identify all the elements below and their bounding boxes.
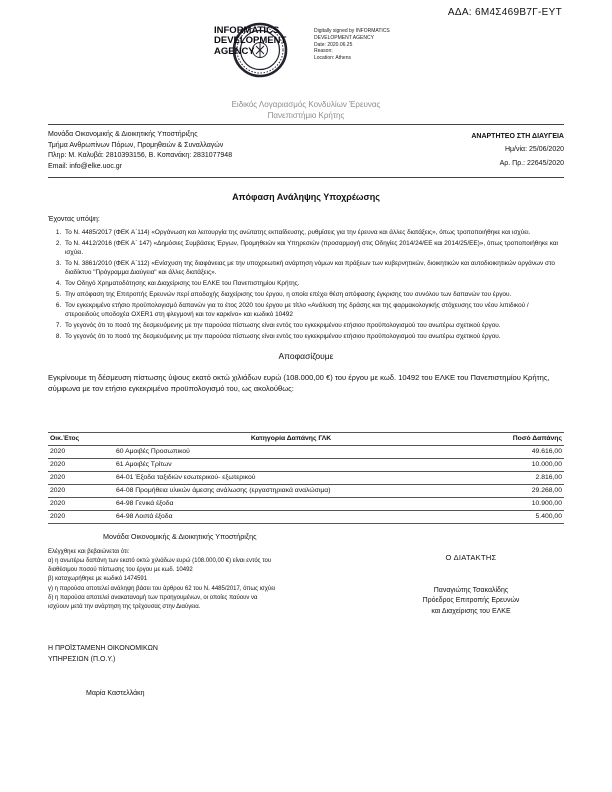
cell-expense-category: 64-98 Γενικά έξοδα xyxy=(114,497,468,510)
verification-line: δ) η παρούσα αποτελεί ανακατανομή των προηγουμένων, οι οποίες παύουν να xyxy=(48,595,258,602)
cell-fiscal-year: 2020 xyxy=(48,471,114,484)
verification-block xyxy=(48,548,378,619)
signatory-role-1: Πρόεδρος Επιτροπής Ερευνών xyxy=(422,597,520,605)
table-row xyxy=(48,458,564,471)
cell-expense-category: 64-08 Προμήθεια υλικών άμεσης ανάλωσης (εργαστηριακά αναλώσιμα) xyxy=(114,484,468,497)
right-signatory-block xyxy=(378,548,564,619)
table-row xyxy=(48,445,564,458)
decision-text: Εγκρίνουμε τη δέσμευση πίστωσης ύψους εκατό οκτώ χιλιάδων ευρώ (108.000,00 €) του έργου με κωδ. 10492 του ΕΛΚΕ του Πανεπιστημίου Κρήτης, σύμφωνα με τον ετήσιο εγκεκριμένο προϋπολογισμό του, ως ακολούθως: xyxy=(48,372,550,393)
consideration-item: 4. Τον Οδηγό Χρηματοδότησης και Διαχείρισης του ΕΛΚΕ του Πανεπιστημίου Κρήτης. xyxy=(63,280,564,289)
left-signatory-title-2: ΥΠΗΡΕΣΙΩΝ (Π.Ο.Υ.) xyxy=(48,655,116,663)
consideration-item: 7. Το γεγονός ότι το ποσό της δεσμευόμενης με την παρούσα πίστωσης είναι εντός του εγκεκριμένου ετήσιου προϋπολογισμού του ανωτέρω σχετικού έργου. xyxy=(63,322,564,331)
consideration-item: 1. Το Ν. 4485/2017 (ΦΕΚ Α΄114) «Οργάνωση και λειτουργία της ανώτατης εκπαίδευσης, ρυθμίσεις για την έρευνα και άλλες διατάξεις», όπως τροποποιήθηκε και ισχύει. xyxy=(63,229,564,238)
unit-label: Μονάδα Οικονομικής & Διοικητικής Υποστήριξης xyxy=(103,531,257,541)
meta-block xyxy=(471,130,564,172)
document-title: Απόφαση Ανάληψης Υποχρέωσης xyxy=(232,192,380,202)
contact-unit: Μονάδα Οικονομικής & Διοικητικής Υποστήριξης xyxy=(48,131,198,138)
considerations-list xyxy=(48,229,564,342)
cell-fiscal-year: 2020 xyxy=(48,458,114,471)
verification-line: β) καταχωρήθηκε με κωδικό 1474591 xyxy=(48,576,148,583)
cell-expense-amount: 10.900,00 xyxy=(468,497,564,510)
header-divider-top xyxy=(48,124,564,125)
cell-fiscal-year: 2020 xyxy=(48,497,114,510)
header-divider-bottom xyxy=(48,177,564,178)
cell-expense-amount: 29.268,00 xyxy=(468,484,564,497)
publish-label: ΑΝΑΡΤΗΤΕΟ ΣΤΗ ΔΙΑΥΓΕΙΑ xyxy=(471,133,564,140)
cell-expense-category: 64-98 Λοιπά έξοδα xyxy=(114,510,468,523)
header-fiscal-year: Οικ.Έτος xyxy=(48,432,114,445)
digital-signature-stamp xyxy=(196,16,416,100)
signature-date-line: Date: 2020.06.25 xyxy=(314,41,353,48)
verification-line: α) η ανωτέρω δαπάνη των εκατό οκτώ χιλιάδων ευρώ (108.000,00 €) είναι εντός του xyxy=(48,557,272,564)
cell-expense-amount: 5.400,00 xyxy=(468,510,564,523)
signatory-title: Ο ΔΙΑΤΑΚΤΗΣ xyxy=(445,552,497,562)
organization-header xyxy=(0,100,612,120)
signatory-name: Παναγιώτης Τσακαλίδης xyxy=(433,586,509,594)
cell-expense-category: 60 Αμοιβές Προσωπικού xyxy=(114,445,468,458)
header-expense-amount: Ποσό Δαπάνης xyxy=(468,432,564,445)
budget-table-body xyxy=(48,445,564,523)
contact-block xyxy=(48,130,232,172)
org-university: Πανεπιστήμιο Κρήτης xyxy=(267,111,345,120)
consideration-item: 6. Τον εγκεκριμένο ετήσιο προϋπολογισμό δαπανών για το έτος 2020 του έργου με τίτλο «Ανάλυση της δράσης και της φαρμακολογικής στόχευσης του νέου λιπιδικού / στεροειδούς υποδοχέα OXER1 στη φλεγμονή και τον καρκίνο» και κωδικό 10492 xyxy=(63,302,564,319)
cell-fiscal-year: 2020 xyxy=(48,510,114,523)
cell-expense-amount: 49.616,00 xyxy=(468,445,564,458)
table-row xyxy=(48,471,564,484)
cell-fiscal-year: 2020 xyxy=(48,484,114,497)
meta-date: Ημ/νία: 25/06/2020 xyxy=(504,146,564,154)
left-signatory-title-1: Η ΠΡΟΪΣΤΑΜΕΝΗ ΟΙΚΟΝΟΜΙΚΩΝ xyxy=(48,645,158,653)
cell-expense-amount: 10.000,00 xyxy=(468,458,564,471)
header-expense-category: Κατηγορία Δαπάνης ΓΛΚ xyxy=(114,432,468,445)
contact-email: Email: info@elke.uoc.gr xyxy=(48,162,123,170)
ada-code: ΑΔΑ: 6Μ4Σ469Β7Γ-ΕΥΤ xyxy=(447,7,562,18)
header-info-row xyxy=(48,130,564,172)
considerations-intro: Έχοντας υπόψη: xyxy=(48,216,100,223)
cell-expense-category: 61 Αμοιβές Τρίτων xyxy=(114,458,468,471)
cell-expense-category: 64-01 Έξοδα ταξιδιών εσωτερικού- εξωτερικού xyxy=(114,471,468,484)
table-row xyxy=(48,510,564,523)
signature-location-line: Location: Athens xyxy=(314,55,351,61)
signatory-role-2: και Διαχείρισης του ΕΛΚΕ xyxy=(431,608,511,616)
meta-protocol: Αρ. Πρ.: 22645/2020 xyxy=(499,159,564,167)
cell-fiscal-year: 2020 xyxy=(48,445,114,458)
signature-reason-line: Reason: xyxy=(314,48,333,55)
verification-line: διαθέσιμου ποσού πίστωσης του έργου με κωδ. 10492 xyxy=(48,567,193,574)
footer-row xyxy=(48,548,564,619)
consideration-item: 5. Την απόφαση της Επιτροπής Ερευνών περί αποδοχής διαχείρισης του έργου, η οποία επέχει θέση απόφασης έγκρισης του συνόλου των δαπανών του έργου. xyxy=(63,291,564,300)
cell-expense-amount: 2.816,00 xyxy=(468,471,564,484)
signature-details xyxy=(314,28,410,62)
verification-line: γ) η παρούσα αποτελεί ανάληψη βάσει του άρθρου 62 του Ν. 4485/2017, όπως ισχύει xyxy=(48,585,276,592)
verification-line: ισχύουν μετά την ανάρτηση της τρέχουσας στην Διαύγεια. xyxy=(48,604,201,611)
table-row xyxy=(48,484,564,497)
contact-persons: Πληρ: Μ. Καλυβά: 2810393156, Β. Κοπανάκη: 2831077948 xyxy=(48,152,233,159)
budget-table-header xyxy=(48,432,564,445)
table-row xyxy=(48,497,564,510)
left-signatory-block xyxy=(48,644,564,700)
decision-heading: Αποφασίζουμε xyxy=(278,350,334,361)
consideration-item: 3. Το Ν. 3861/2010 (ΦΕΚ Α΄112) «Ενίσχυση της διαφάνειας με την υποχρεωτική ανάρτηση νόμων και πράξεων των κυβερνητικών, διοικητικών και αυτοδιοικητικών οργάνων στο διαδίκτυο "Πρόγραμμα Διαύγεια" και άλλες διατάξεις». xyxy=(63,260,564,277)
verification-line: Ελέγχθηκε και βεβαιώνεται ότι: xyxy=(48,548,130,555)
consideration-item: 2. Το Ν. 4412/2016 (ΦΕΚ Α΄ 147) «Δημόσιες Συμβάσεις Έργων, Προμηθειών και Υπηρεσιών (προσαρμογή στις Οδηγίες 2014/24/ΕΕ και 2014/25/ΕΕ)», όπως τροποποιήθηκε και ισχύει. xyxy=(63,240,564,257)
org-name: Ειδικός Λογαριασμός Κονδυλίων Έρευνας xyxy=(231,100,381,109)
budget-table xyxy=(48,432,564,524)
contact-department: Τμήμα Ανθρωπίνων Πόρων, Προμηθειών & Συναλλαγών xyxy=(48,141,224,149)
signatory-name-block xyxy=(378,586,564,619)
agency-name-overlay: INFORMATICS DEVELOPMENT AGENCY xyxy=(214,25,287,57)
left-signatory-name: Μαρία Καστελλάκη xyxy=(86,690,145,698)
consideration-item: 8. Το γεγονός ότι το ποσό της δεσμευόμενης με την παρούσα πίστωσης είναι εντός του εγκεκριμένου ετήσιου προϋπολογισμού του ανωτέρω σχετικού έργου. xyxy=(63,333,564,342)
signed-by-line: Digitally signed by INFORMATICS DEVELOPMENT AGENCY xyxy=(314,28,390,41)
